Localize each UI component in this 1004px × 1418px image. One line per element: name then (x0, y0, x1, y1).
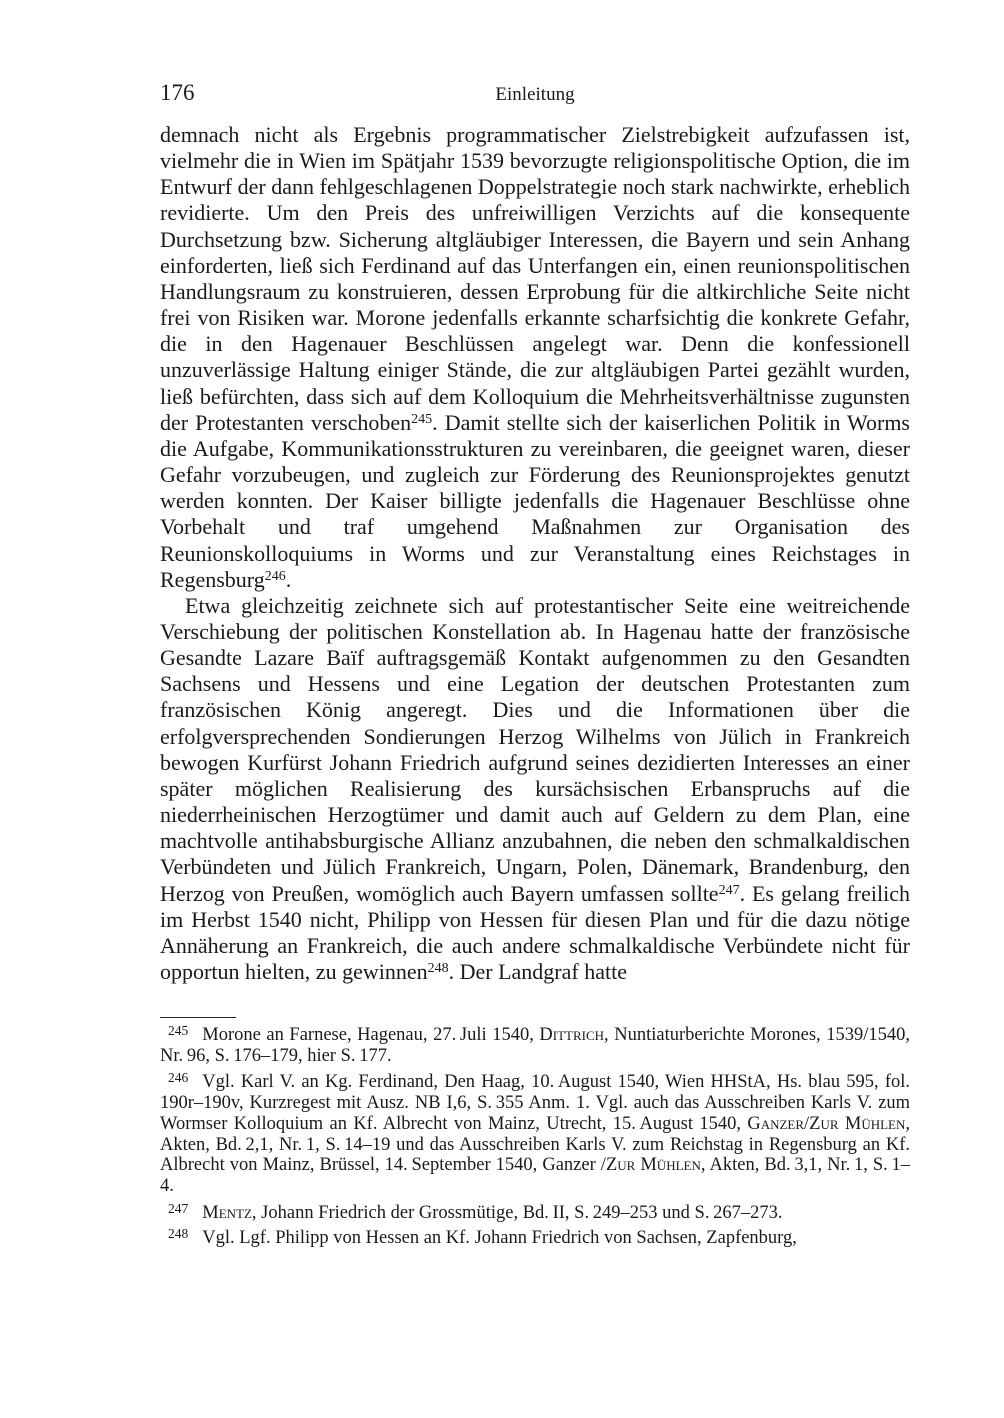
footnote-divider (160, 1017, 236, 1018)
footnote-author: Mentz (202, 1202, 252, 1223)
footnote-text: Vgl. Karl V. an Kg. Ferdinand, Den Haag, 10. August 1540, Wien HHStA, Hs. blau 595, fol. 190r–190v, Kurzregest mit Ausz. NB I,6, S. 355 Anm. 1. Vgl. auch das Ausschreiben Karls V. zum Wormser Kolloquium an Kf. Albrecht von Mainz, Utrecht, 15. August 1540, (160, 1072, 910, 1134)
paragraph-1-text: demnach nicht als Ergebnis programmatischer Zielstrebigkeit aufzufassen ist, vielmehr die in Wien im Spätjahr 1539 bevorzugte religionspolitische Option, die im Entwurf der dann fehlgeschlagenen Doppelstrategie noch stark nachwirkte, erheblich revidierte. Um den Preis des unfreiwilligen Verzichts auf die konsequente Durchsetzung bzw. Sicherung altgläubiger Interessen, die Bayern und sein Anhang einforderten, ließ sich Ferdinand auf das Unterfangen ein, einen reunionspolitischen Handlungsraum zu konstruieren, dessen Erprobung für die altkirchliche Seite nicht frei von Risiken war. Morone jedenfalls erkannte scharfsichtig die konkrete Gefahr, die in den Hagenauer Beschlüssen angelegt war. Denn die konfessionell unzuverlässige Haltung einiger Stände, die zur altgläubigen Partei gezählt wurden, ließ befürchten, dass sich auf dem Kolloquium die Mehrheitsverhältnisse zugunsten der Protestanten verschoben (160, 122, 910, 435)
footnote-247 (160, 1200, 910, 1224)
main-text (160, 122, 910, 985)
running-head: Einleitung (495, 84, 575, 105)
footnote-number: 245 (168, 1023, 189, 1038)
paragraph-2-text-cont: . Es gelang freilich im Herbst 1540 nicht, Philipp von Hessen für diesen Plan und für die dazu nötige Annäherung an Frankreich, die auch andere schmalkaldische Verbündete nicht für opportun hielten, zu gewinnen (160, 880, 910, 984)
paragraph-2-text-end: . Der Landgraf hatte (448, 959, 627, 984)
footnotes (160, 1025, 910, 1249)
footnote-246 (160, 1072, 910, 1196)
footnote-text: , Akten, Bd. 3,1, Nr. 1, S. 1–4. (160, 1155, 910, 1196)
footnote-text: Morone an Farnese, Hagenau, 27. Juli 1540, (202, 1025, 540, 1045)
footnote-number: 246 (168, 1070, 189, 1086)
footnote-number: 248 (168, 1226, 189, 1242)
footnote-text: , Nuntiaturberichte Morones, 1539/1540, Nr. 96, S. 176–179, hier S. 177. (160, 1025, 910, 1066)
footnote-text: Vgl. Lgf. Philipp von Hessen an Kf. Johann Friedrich von Sachsen, Zapfenburg, (202, 1228, 797, 1249)
footnote-ref-246[interactable]: 246 (264, 568, 286, 584)
page-number: 176 (160, 80, 195, 105)
footnote-text: , Johann Friedrich der Grossmütige, Bd. II, S. 249–253 und S. 267–273. (251, 1202, 783, 1223)
paragraph-1-text-end: . (285, 566, 292, 592)
footnote-245 (160, 1025, 910, 1066)
paragraph-1-text-cont: . Damit stellte sich der kaiserlichen Politik in Worms die Aufgabe, Kommunikationsstrukturen zu vereinbaren, die geeignet waren, dieser Gefahr vorzubeugen, und zugleich zur Förderung des Reunionsprojektes genutzt werden konnten. Der Kaiser billigte jedenfalls die Hagenauer Beschlüsse ohne Vorbehalt und traf umgehend Maßnahmen zur Organisation des Reunionskolloquiums in Worms und zur Veranstaltung eines Reichstages in Regensburg (160, 409, 910, 592)
footnote-ref-247[interactable]: 247 (718, 882, 740, 898)
paragraph-2 (160, 593, 910, 985)
footnote-author: Ganzer/Zur Mühlen (747, 1113, 906, 1134)
footnote-text: , Akten, Bd. 2,1, Nr. 1, S. 14–19 und das Ausschreiben Karls V. zum Reichstag in Regensburg an Kf. Albrecht von Mainz, Brüssel, 14. September 1540, Ganzer / (160, 1113, 910, 1176)
footnote-ref-248[interactable]: 248 (427, 961, 449, 976)
footnote-248 (160, 1228, 910, 1249)
footnote-ref-245[interactable]: 245 (411, 411, 433, 427)
footnote-number: 247 (168, 1200, 189, 1216)
paragraph-1 (160, 122, 910, 593)
paragraph-2-text: Etwa gleichzeitig zeichnete sich auf protestantischer Seite eine weitreichende Verschiebung der politischen Konstellation ab. In Hagenau hatte der französische Gesandte Lazare Baïf auftragsgemäß Kontakt aufgenommen zu den Gesandten Sachsens und Hessens und eine Legation der deutschen Protestanten zum französischen König angeregt. Dies und die Informationen über die erfolgversprechenden Sondierungen Herzog Wilhelms von Jülich in Frankreich bewogen Kurfürst Johann Friedrich aufgrund seines dezidierten Interesses an einer später möglichen Realisierung des kursächsischen Erbanspruchs auf die niederrheinischen Herzogtümer und damit auch auf Geldern zu dem Plan, eine machtvolle antihabsburgische Allianz anzubahnen, die neben den schmalkaldischen Verbündeten und Jülich Frankreich, Ungarn, Polen, Dänemark, Brandenburg, den Herzog von Preußen, womöglich auch Bayern umfassen sollte (160, 592, 910, 906)
footnote-author: Dittrich (539, 1025, 605, 1045)
footnote-author: Zur Mühlen (605, 1155, 701, 1176)
